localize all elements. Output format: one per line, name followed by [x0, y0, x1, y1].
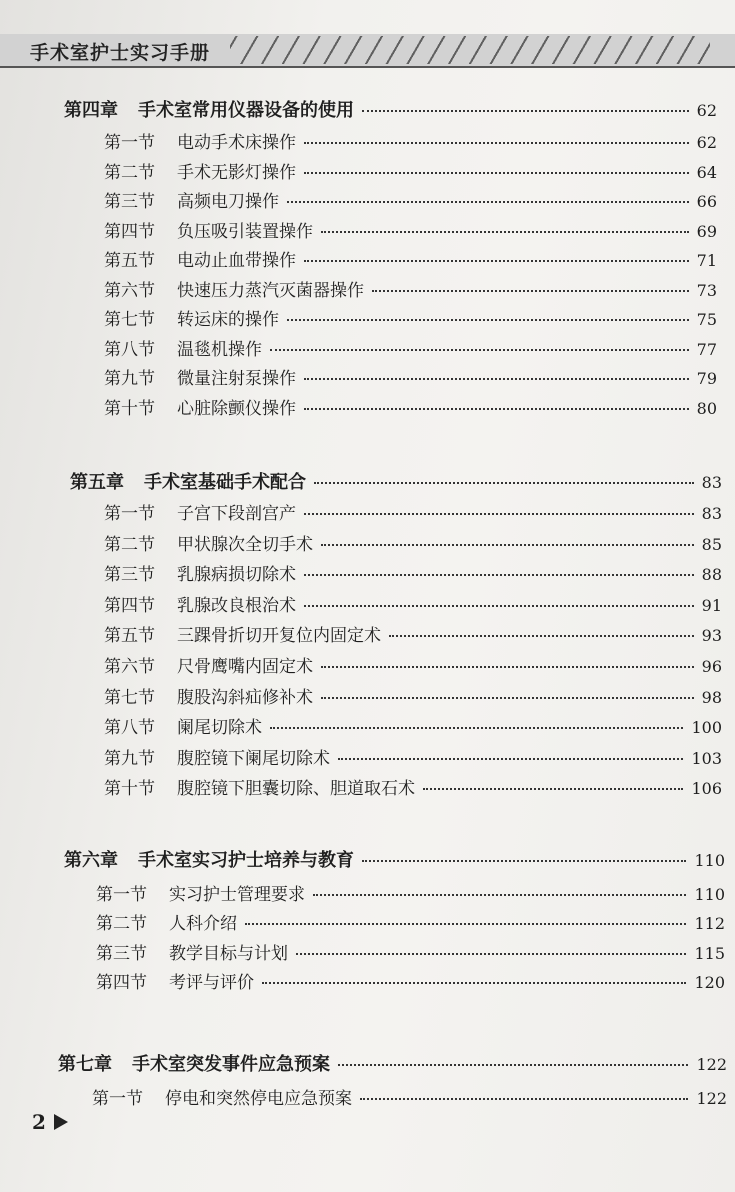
- section-entry-title: 考评与评价: [169, 973, 254, 993]
- dot-leader: [321, 697, 694, 699]
- section-entry: [96, 968, 725, 993]
- section-entry-title: 负压吸引装置操作: [177, 222, 313, 242]
- dot-leader: [389, 635, 694, 637]
- chapter-entry-label: 第四章: [64, 100, 118, 121]
- section-entry-page: 80: [696, 399, 717, 418]
- section-entry-page: 106: [691, 779, 722, 798]
- dot-leader: [304, 605, 694, 607]
- section-entry: [104, 591, 722, 616]
- section-entry: [104, 217, 717, 242]
- section-entry-page: 103: [691, 749, 722, 768]
- dot-leader: [270, 349, 689, 351]
- section-entry-page: 88: [701, 565, 722, 584]
- section-entry: [104, 499, 722, 524]
- chapter-entry-label: 第五章: [70, 472, 124, 493]
- section-entry-title: 阑尾切除术: [177, 718, 262, 738]
- section-entry-label: 第二节: [104, 535, 155, 555]
- chapter-entry: [58, 1050, 727, 1076]
- section-entry: [104, 652, 722, 677]
- chapter-entry-label: 第六章: [64, 850, 118, 871]
- dot-leader: [304, 142, 689, 144]
- page-number: 2: [32, 1110, 46, 1134]
- dot-leader: [372, 290, 689, 292]
- section-entry-page: 112: [694, 914, 725, 933]
- chapter-entry-page: 83: [701, 473, 722, 492]
- dot-leader: [321, 231, 689, 233]
- section-entry-title: 腹腔镜下胆囊切除、胆道取石术: [177, 779, 415, 799]
- section-entry-page: 62: [696, 133, 717, 152]
- section-entry: [104, 158, 717, 183]
- section-entry-page: 75: [696, 310, 717, 329]
- section-entry: [104, 774, 722, 799]
- dot-leader: [287, 201, 689, 203]
- section-entry-label: 第六节: [104, 281, 155, 301]
- section-entry: [104, 530, 722, 555]
- section-entry: [92, 1084, 727, 1109]
- chapter-entry: [70, 468, 722, 494]
- dot-leader: [262, 982, 686, 984]
- chapter-entry-page: 110: [694, 851, 725, 870]
- dot-leader: [338, 758, 683, 760]
- section-entry-page: 98: [701, 688, 722, 707]
- section-entry-title: 温毯机操作: [177, 340, 262, 360]
- dot-leader: [321, 666, 694, 668]
- section-entry-title: 甲状腺次全切手术: [177, 535, 313, 555]
- section-entry-title: 电动手术床操作: [177, 133, 296, 153]
- section-entry: [96, 909, 725, 934]
- section-entry: [104, 394, 717, 419]
- section-entry-title: 快速压力蒸汽灭菌器操作: [177, 281, 364, 301]
- section-entry-label: 第三节: [96, 944, 147, 964]
- section-entry-label: 第一节: [104, 504, 155, 524]
- section-entry-label: 第七节: [104, 688, 155, 708]
- dot-leader: [304, 408, 689, 410]
- section-entry-page: 77: [696, 340, 717, 359]
- section-entry-page: 73: [696, 281, 717, 300]
- section-entry-page: 69: [696, 222, 717, 241]
- section-entry-label: 第一节: [96, 885, 147, 905]
- section-entry-title: 乳腺改良根治术: [177, 596, 296, 616]
- section-entry-page: 91: [701, 596, 722, 615]
- section-entry-title: 尺骨鹰嘴内固定术: [177, 657, 313, 677]
- section-entry-page: 100: [691, 718, 722, 737]
- section-entry: [104, 713, 722, 738]
- section-entry-label: 第三节: [104, 565, 155, 585]
- chapter-entry: [64, 846, 725, 872]
- section-entry: [96, 880, 725, 905]
- section-entry-label: 第五节: [104, 626, 155, 646]
- dot-leader: [338, 1064, 688, 1066]
- section-entry-label: 第九节: [104, 369, 155, 389]
- section-entry-title: 子宫下段剖宫产: [177, 504, 296, 524]
- section-entry-page: 66: [696, 192, 717, 211]
- dot-leader: [304, 172, 689, 174]
- chapter-entry: [64, 96, 717, 122]
- section-entry-label: 第二节: [104, 163, 155, 183]
- section-entry: [104, 364, 717, 389]
- dot-leader: [362, 860, 686, 862]
- dot-leader: [304, 574, 694, 576]
- section-entry: [104, 560, 722, 585]
- section-entry-page: 64: [696, 163, 717, 182]
- chapter-entry-title: 手术室常用仪器设备的使用: [138, 100, 354, 121]
- dot-leader: [314, 482, 694, 484]
- chapter-entry-page: 122: [696, 1055, 727, 1074]
- section-entry-title: 三踝骨折切开复位内固定术: [177, 626, 381, 646]
- section-entry-title: 腹股沟斜疝修补术: [177, 688, 313, 708]
- section-entry: [104, 305, 717, 330]
- section-entry: [104, 128, 717, 153]
- section-entry-title: 教学目标与计划: [169, 944, 288, 964]
- section-entry-title: 停电和突然停电应急预案: [165, 1089, 352, 1109]
- section-entry-label: 第四节: [96, 973, 147, 993]
- section-entry-title: 手术无影灯操作: [177, 163, 296, 183]
- section-entry-page: 120: [694, 973, 725, 992]
- section-entry-title: 实习护士管理要求: [169, 885, 305, 905]
- dot-leader: [287, 319, 689, 321]
- dot-leader: [245, 923, 686, 925]
- chapter-entry-title: 手术室基础手术配合: [144, 472, 306, 493]
- chapter-entry-title: 手术室突发事件应急预案: [132, 1054, 330, 1075]
- section-entry-page: 83: [701, 504, 722, 523]
- section-entry-title: 转运床的操作: [177, 310, 279, 330]
- chapter-entry-title: 手术室实习护士培养与教育: [138, 850, 354, 871]
- section-entry: [104, 744, 722, 769]
- section-entry-label: 第八节: [104, 340, 155, 360]
- dot-leader: [321, 544, 694, 546]
- section-entry-label: 第八节: [104, 718, 155, 738]
- section-entry-page: 110: [694, 885, 725, 904]
- dot-leader: [304, 260, 689, 262]
- section-entry-title: 乳腺病损切除术: [177, 565, 296, 585]
- dot-leader: [362, 110, 689, 112]
- chapter-entry-label: 第七章: [58, 1054, 112, 1075]
- section-entry-title: 腹腔镜下阑尾切除术: [177, 749, 330, 769]
- section-entry: [104, 187, 717, 212]
- dot-leader: [296, 953, 686, 955]
- header-hatch-decoration: [230, 36, 710, 64]
- section-entry: [104, 621, 722, 646]
- section-entry-title: 高频电刀操作: [177, 192, 279, 212]
- section-entry-page: 115: [694, 944, 725, 963]
- section-entry-page: 122: [696, 1089, 727, 1108]
- dot-leader: [304, 513, 694, 515]
- section-entry: [104, 335, 717, 360]
- section-entry: [104, 276, 717, 301]
- running-header-title: 手术室护士实习手册: [30, 42, 211, 64]
- section-entry-title: 电动止血带操作: [177, 251, 296, 271]
- section-entry-label: 第二节: [96, 914, 147, 934]
- chapter-entry-page: 62: [696, 101, 717, 120]
- section-entry-page: 79: [696, 369, 717, 388]
- section-entry-label: 第四节: [104, 222, 155, 242]
- section-entry-page: 96: [701, 657, 722, 676]
- section-entry: [104, 246, 717, 271]
- dot-leader: [313, 894, 686, 896]
- dot-leader: [360, 1098, 688, 1100]
- section-entry-label: 第七节: [104, 310, 155, 330]
- page-arrow-icon: [54, 1114, 68, 1130]
- section-entry-label: 第一节: [104, 133, 155, 153]
- section-entry-label: 第十节: [104, 399, 155, 419]
- section-entry: [96, 939, 725, 964]
- section-entry: [104, 683, 722, 708]
- section-entry-label: 第四节: [104, 596, 155, 616]
- section-entry-label: 第九节: [104, 749, 155, 769]
- section-entry-title: 微量注射泵操作: [177, 369, 296, 389]
- section-entry-title: 人科介绍: [169, 914, 237, 934]
- section-entry-label: 第三节: [104, 192, 155, 212]
- section-entry-page: 71: [696, 251, 717, 270]
- section-entry-label: 第一节: [92, 1089, 143, 1109]
- dot-leader: [423, 788, 683, 790]
- section-entry-title: 心脏除颤仪操作: [177, 399, 296, 419]
- section-entry-label: 第六节: [104, 657, 155, 677]
- section-entry-label: 第十节: [104, 779, 155, 799]
- section-entry-page: 93: [701, 626, 722, 645]
- section-entry-label: 第五节: [104, 251, 155, 271]
- dot-leader: [270, 727, 683, 729]
- section-entry-page: 85: [701, 535, 722, 554]
- dot-leader: [304, 378, 689, 380]
